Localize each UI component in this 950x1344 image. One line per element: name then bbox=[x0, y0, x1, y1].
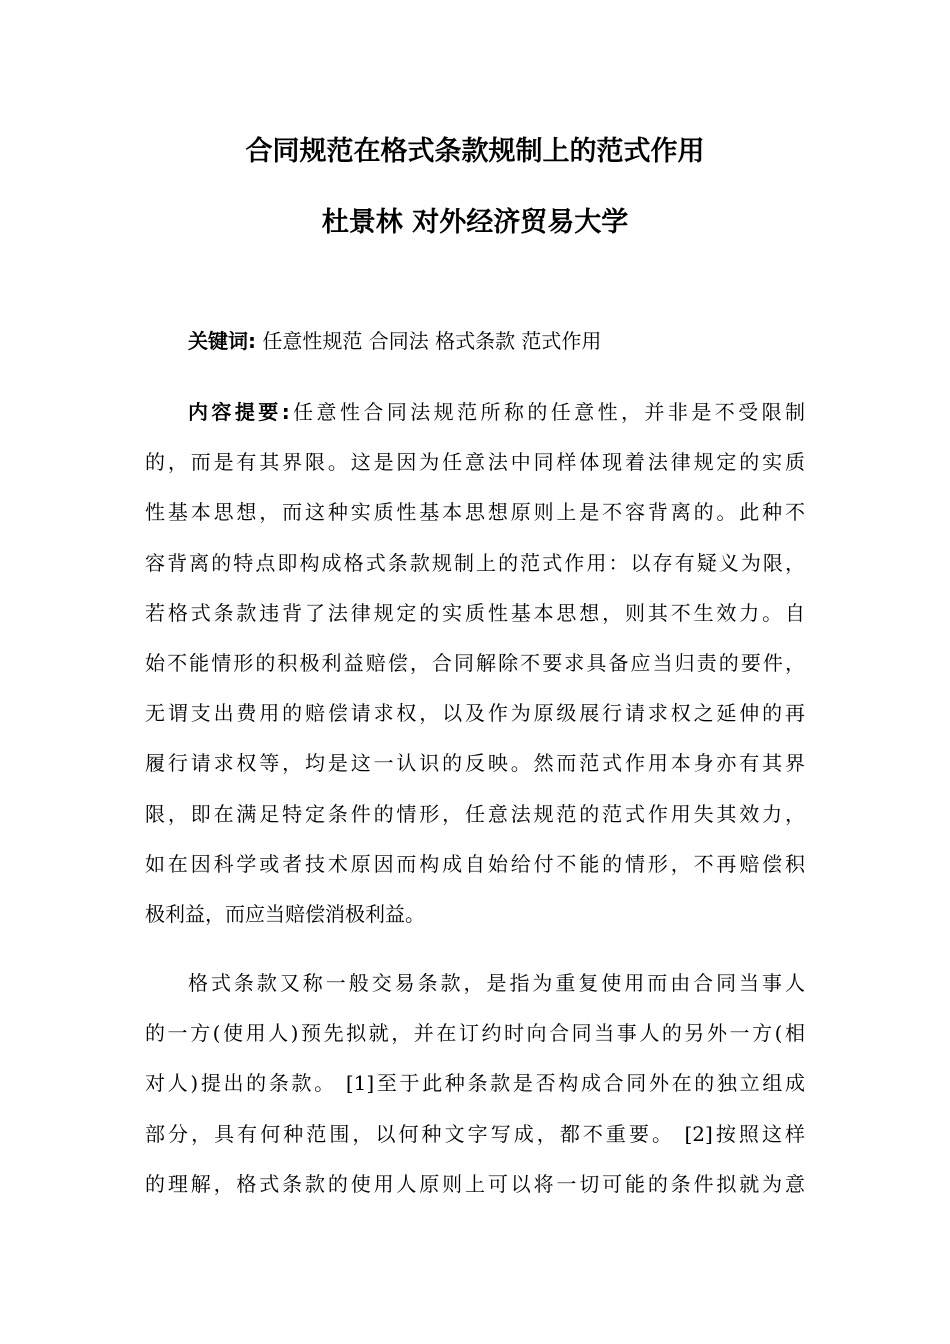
abstract-line: 性基本思想，而这种实质性基本思想原则上是不容背离的。此种不 bbox=[145, 500, 805, 525]
body-line: 对人)提出的条款。 [1]至于此种条款是否构成合同外在的独立组成 bbox=[145, 1071, 805, 1096]
body-line: 的一方(使用人)预先拟就，并在订约时向合同当事人的另外一方(相 bbox=[145, 1021, 805, 1046]
abstract-line: 限，即在满足特定条件的情形，任意法规范的范式作用失其效力， bbox=[145, 801, 805, 826]
document-title: 合同规范在格式条款规制上的范式作用 bbox=[245, 136, 705, 167]
author-affiliation: 杜景林 对外经济贸易大学 bbox=[321, 207, 629, 238]
abstract-line: 如在因科学或者技术原因而构成自始给付不能的情形，不再赔偿积 bbox=[145, 851, 805, 876]
keywords-label: 关键词: bbox=[188, 329, 256, 353]
abstract-line: 履行请求权等，均是这一认识的反映。然而范式作用本身亦有其界 bbox=[145, 751, 805, 776]
abstract-label: 内容提要: bbox=[188, 400, 290, 424]
keywords-line bbox=[188, 323, 828, 359]
abstract-line: 极利益，而应当赔偿消极利益。 bbox=[145, 901, 425, 926]
abstract-line: 容背离的特点即构成格式条款规制上的范式作用：以存有疑义为限， bbox=[145, 550, 805, 575]
abstract-paragraph bbox=[145, 387, 805, 939]
keywords-text: 任意性规范 合同法 格式条款 范式作用 bbox=[262, 329, 602, 353]
body-line: 的理解，格式条款的使用人原则上可以将一切可能的条件拟就为意 bbox=[145, 1171, 805, 1196]
abstract-line bbox=[145, 387, 805, 437]
abstract-line: 无谓支出费用的赔偿请求权，以及作为原级展行请求权之延伸的再 bbox=[145, 701, 805, 726]
body-line: 部分，具有何种范围，以何种文字写成，都不重要。 [2]按照这样 bbox=[145, 1121, 805, 1146]
body-line: 格式条款又称一般交易条款，是指为重复使用而由合同当事人 bbox=[188, 971, 805, 995]
abstract-line: 若格式条款违背了法律规定的实质性基本思想，则其不生效力。自 bbox=[145, 600, 805, 625]
body-paragraph bbox=[145, 958, 805, 1209]
abstract-text: 任意性合同法规范所称的任意性，并非是不受限制 bbox=[289, 400, 806, 424]
abstract-line: 始不能情形的积极利益赔偿，合同解除不要求具备应当归责的要件， bbox=[145, 650, 805, 675]
abstract-line: 的，而是有其界限。这是因为任意法中同样体现着法律规定的实质 bbox=[145, 450, 805, 475]
